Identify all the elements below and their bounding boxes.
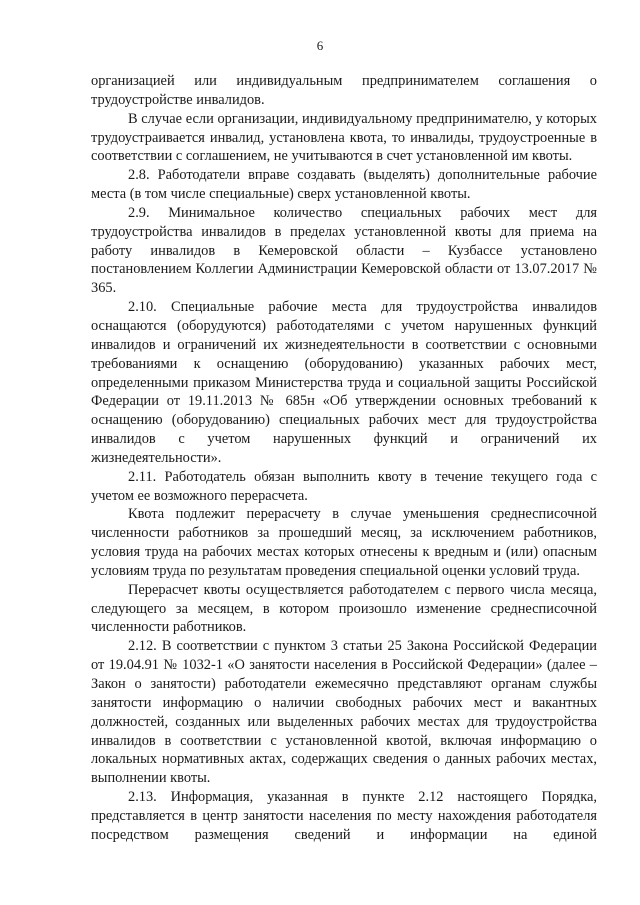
- paragraph-2-10: 2.10. Специальные рабочие места для трудоустройства инвалидов оснащаются (оборудуются) работодателями с учетом нарушенных функций инвалидов и ограничений их жизнедеятельности в соответствии с основными требованиями к оснащению (оборудованию) указанных рабочих мест, определенными приказом Министерства труда и социальной защиты Российской Федерации от 19.11.2013 № 685н «Об утверждении основных требований к оснащению (оборудованию) специальных рабочих мест для трудоустройства инвалидов с учетом нарушенных функций и ограничений их жизнедеятельности».: [91, 299, 597, 466]
- paragraph-recalculation-timing: Перерасчет квоты осуществляется работодателем с первого числа месяца, следующего за месяцем, в котором произошло изменение среднесписочной численности работников.: [91, 581, 597, 636]
- paragraph-2-12: 2.12. В соответствии с пунктом 3 статьи 25 Закона Российской Федерации от 19.04.91 № 1032-1 «О занятости населения в Российской Федерации» (далее – Закон о занятости) работодатели ежемесячно представляют органам службы занятости информацию о наличии свободных рабочих мест и вакантных должностей, созданных или выделенных рабочих местах для трудоустройства инвалидов в соответствии с установленной квотой, включая информацию о локальных нормативных актах, содержащих сведения о данных рабочих местах, выполнении квоты.: [91, 638, 597, 787]
- paragraph-quota-exception: В случае если организации, индивидуальному предпринимателю, у которых трудоустраивается инвалид, установлена квота, то инвалиды, трудоустроенные в соответствии с соглашением, не учитываются в счет установленной им квоты.: [91, 110, 597, 165]
- paragraph-2-13: 2.13. Информация, указанная в пункте 2.12 настоящего Порядка, представляется в центр занятости населения по месту нахождения работодателя посредством размещения сведений и информации на единой: [91, 789, 597, 843]
- document-body: [91, 72, 597, 845]
- paragraph-2-11: 2.11. Работодатель обязан выполнить квоту в течение текущего года с учетом ее возможного перерасчета.: [91, 468, 597, 504]
- paragraph-quota-recalculation: Квота подлежит перерасчету в случае уменьшения среднесписочной численности работников за прошедший месяц, за исключением работников, условия труда на рабочих местах которых отнесены к вредным и (или) опасным условиям труда по результатам проведения специальной оценки условий труда.: [91, 506, 597, 579]
- paragraph-2-8: 2.8. Работодатели вправе создавать (выделять) дополнительные рабочие места (в том числе специальные) сверх установленной квоты.: [91, 167, 597, 203]
- page-number: 6: [316, 38, 324, 53]
- paragraph-continuation: организацией или индивидуальным предпринимателем соглашения о трудоустройстве инвалидов.: [91, 73, 597, 108]
- paragraph-2-9: 2.9. Минимальное количество специальных рабочих мест для трудоустройства инвалидов в пределах установленной квоты для приема на работу инвалидов в Кемеровской области – Кузбассе установлено постановлением Коллегии Администрации Кемеровской области от 13.07.2017 № 365.: [91, 204, 597, 297]
